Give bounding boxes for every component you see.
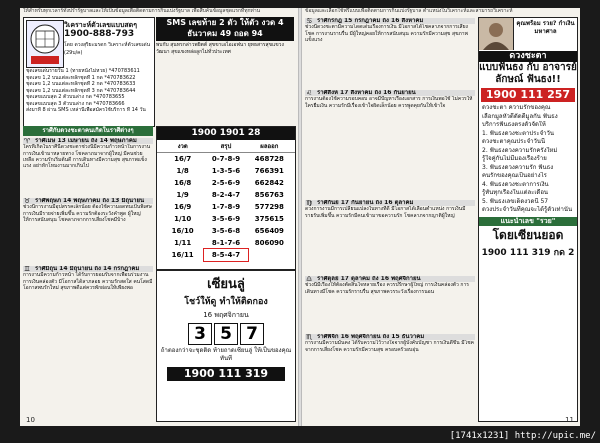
page-number: 10	[26, 416, 35, 424]
virgo-icon: ♍	[306, 200, 313, 207]
zodiac-heading: ♋ ราศีกรกฎ 15 กรกฎาคม ถึง 16 สิงหาคม	[305, 18, 475, 24]
logo-title: วิเคราะห์ตัวเลขแบบสดๆ	[64, 21, 137, 29]
ad-line: 5. ฟันธงเลขเด็ดงวดนี้ 57	[482, 197, 549, 205]
zodiac-body: การงานมีความก้าวหน้า ได้รับการยอมรับจากเพื่อนร่วมงาน การเงินคล่องตัว มีโอกาสได้ลาภลอย ความรักสดใส คนโสดมีโอกาสพบรักใหม่ สุขภาพดีแต่ควรพักผ่อนให้เพียงพอ	[23, 272, 153, 291]
zodiac-entry	[305, 90, 475, 196]
left-page	[20, 8, 298, 426]
zodiac-entry	[23, 266, 153, 402]
ad-line: บริการฟันธงตรงตัวจัดให้	[482, 121, 546, 128]
table-row-highlighted: 16/11 8-5-4-7	[157, 249, 295, 261]
results-table	[156, 126, 296, 270]
set-line: ส่งมาที่ 8 ผ่าน SMS เหล่านี้เพื่อสมัครใช้บริการ ที่ 14 วัน	[26, 107, 146, 113]
zodiac-heading: ♊ ราศีมิถุน 14 มิถุนายน ถึง 14 กรกฎาคม	[23, 266, 153, 272]
aries-icon: ♈	[24, 138, 31, 145]
zodiac-entry	[305, 334, 475, 410]
zodiac-entry	[305, 18, 475, 82]
cancer-icon: ♋	[306, 18, 313, 25]
libra-icon: ♎	[306, 276, 313, 283]
table-row: 16/7 0-7-8-9 468728	[174, 155, 284, 163]
ad-line: ดวงชะตาคุณประจำวันนี้	[482, 138, 546, 145]
set-line: ชุดเลขเด่นรายวัน 1 (ทายหนังไม่หวย) *470783611	[26, 68, 140, 74]
gemini-icon: ♊	[24, 266, 31, 273]
zodiac-heading: ♈ ราศีเมษ 13 เมษายน ถึง 14 พฤษภาคม	[23, 138, 153, 144]
ad-line: คนรักของคุณเป็นอย่างไร	[482, 172, 547, 179]
promo-digits	[157, 323, 295, 345]
zodiac-heading: ♌ ราศีสิงห์ 17 สิงหาคม ถึง 16 กันยายน	[305, 90, 475, 96]
zodiac-heading: ♎ ราศีตุลย์ 17 ตุลาคม ถึง 16 พฤศจิกายน	[305, 276, 475, 282]
astrologer-photo-icon	[479, 18, 514, 50]
table-row: 1/9 8-2-4-7 856763	[176, 191, 284, 199]
digit: 5	[214, 323, 238, 345]
zodiac-body: ใครที่เกิดในราศีนี้ดวงชะตาช่วงนี้มีความก้าวหน้าในการงาน การเงินเข้ามาหลายทาง โชคลาภมาจากผู้ใหญ่ มีคนช่วยเหลือ ความรักเริ่มต้นดี การเดินทางมีความสุข สุขภาพแข็งแรง อย่าหักโหมงานมากเกินไป	[23, 144, 151, 170]
logo-subtitle: โดย ดวงสุริยะมรดก วิเคราะห์ตัวเลขเด่น (29บ/ค)	[64, 42, 151, 56]
table-row: 16/8 2-5-6-9 662842	[174, 179, 284, 187]
leo-icon: ♌	[306, 90, 313, 97]
zodiac-heading: ♏ ราศีพิจิก 16 พฤศจิกายน ถึง 15 ธันวาคม	[305, 334, 475, 340]
table-row: 16/10 3-5-6-8 656409	[171, 227, 284, 235]
ad-line: ดวงประจำวันที่คุณจะได้รู้ตัวเท่านั้น	[482, 206, 573, 213]
zodiac-heading: ♉ ราศีพฤษภ 14 พฤษภาคม ถึง 13 มิถุนายน	[23, 198, 153, 204]
table-row: 1/10 3-5-6-9 375615	[174, 215, 284, 223]
promo-description: ถ้าตองกว่าจะชุดติด ท้ายถาดเซียนลู่ ให้เป็นของคุณทันที	[160, 347, 292, 362]
digit: 3	[188, 323, 212, 345]
ad-band: ดวงชะตา	[479, 51, 577, 62]
zodiac-entry	[23, 198, 153, 262]
results-table-columns	[157, 140, 295, 153]
zodiac-body: ดวงการงานมีการเปลี่ยนแปลงในทางที่ดี มีโอกาสได้เลื่อนตำแหน่ง การเงินมีรายรับเพิ่มขึ้น ความรักมีคนเข้ามาขอความรัก โชคลาภจากญาติผู้ใหญ่	[305, 206, 466, 219]
header-box	[23, 17, 155, 127]
astrology-logo-icon	[26, 20, 64, 68]
sms-banner: SMS เลขท้าย 2 ตัว ให้ตัว งวด 4 ธันวาคม 49 ถอด 94	[156, 17, 294, 41]
zodiac-body: ช่วงนี้ดวงชะตามีความโดดเด่นเรื่องการเงิน มีโอกาสได้โชคลาภจากการเสี่ยงโชค การงานราบรื่น มีผู้ใหญ่คอยให้การสนับสนุน ความรักมีความสุข สุขภาพแข็งแรง	[305, 24, 468, 43]
table-row: 1/8 1-3-5-6 766391	[176, 167, 284, 175]
promo-date: 16 พฤศจิกายน	[203, 311, 249, 319]
promo-title: เซียนลู่	[207, 277, 245, 292]
set-line: ชุดเลข 1,2 บนแต่ละหลักชุดที่ 2 กด *470783633	[26, 81, 136, 87]
number-set-list	[26, 68, 152, 114]
zodiac-body: การงานมีความมั่นคง ได้รับความไว้วางใจจากผู้บังคับบัญชา การเงินดีขึ้น มีโชคจากการเสี่ยงโชค ความรักมีความสุข ครอบครัวอบอุ่น	[305, 340, 474, 353]
column-header: สรุป	[220, 143, 232, 150]
zodiac-body: ช่วงนี้มีเรื่องให้ต้องตัดสินใจหลายเรื่อง ควรปรึกษาผู้ใหญ่ การเงินคล่องตัว การเดินทางมีโชค ความรักราบรื่น สุขภาพควรระวังเรื่องการนอน	[305, 282, 469, 295]
zodiac-section-bar: ราศีกับดวงชะตาคนเกิดในราศีต่างๆ	[23, 126, 153, 136]
ad-phone: 1900 111 257	[481, 88, 575, 102]
ad-top	[479, 18, 577, 50]
results-table-header: 1900 1901 28	[157, 127, 295, 140]
zodiac-entry	[23, 138, 153, 194]
column-header: ผลออก	[260, 143, 279, 150]
right-top-line: ข้อมูลและเลือกใช้ฟรีแบบเพื่อติดตามการกินแบ่งรัฐบาล ตำแหน่งในวิเคราะห์และสามารถวิเคราะห์	[305, 8, 513, 14]
ad-line: 2. ฟันธงดวงความรักครั้งใหม่	[482, 146, 558, 154]
left-top-line: ให้สำหรับทุกเวลาร์ทั้งปร่ำรัฐบาลและให้เป็นข้อมูลเพื่อติดตามการกินแบ่งรัฐบาล เพื่อสืบค้นข้อมูลชุดแรกที่ทุกท่าน	[23, 8, 261, 14]
ad-text	[479, 104, 577, 215]
table-row: 16/9 1-7-8-9 577298	[174, 203, 284, 211]
ad-line: 4. ฟันธงดวงชะตาการเงิน	[482, 180, 549, 188]
ad-line: 3. ฟันธงดวงความรัก ฟันธง	[482, 163, 554, 171]
zodiac-entry	[305, 276, 475, 330]
scorpio-icon: ♏	[306, 334, 313, 341]
logo-phone: 1900-888-793	[64, 29, 135, 39]
ad-phone-secondary: 1900 111 319 กด 2	[481, 247, 575, 258]
horoscope-ad	[478, 17, 578, 422]
ad-line: เลือกมูลหัวดีดัดดีมูลกัน ฟันธง	[482, 112, 558, 120]
ad-headline: คุณพร้อม รวย? กำเงินมหาศาล	[516, 20, 575, 35]
zodiac-entry	[305, 200, 475, 272]
zodiac-body: ช่วงนี้การงานมีอุปสรรคเล็กน้อย ต้องใช้ความอดทนเป็นพิเศษ การเงินมีรายจ่ายเพิ่มขึ้น ความรักต้องระวังคำพูด ผู้ใหญ่ให้การสนับสนุน โชคลาภจากการเสี่ยงโชคมีบ้าง	[23, 204, 152, 223]
ad-line: รู้ทันทุกเรื่องในแต่ละเดือน	[482, 189, 549, 196]
ad-band-secondary: แนะนำเลข "รวย"	[479, 217, 577, 226]
magazine-spread	[20, 8, 580, 426]
set-line: ชุดเลขแบบสุด 3 ตัวบนล่าง กด *470783666	[26, 100, 125, 107]
promo-box	[156, 270, 296, 422]
set-line: ชุดเลข 1,2 บนแต่ละหลักชุดที่ 3 กด *470783644	[26, 87, 136, 94]
set-line: ชุดเลข 1,2 บนแต่ละหลักชุดที่ 1 กด *470783622	[26, 74, 136, 81]
ad-big-secondary: โดยเซียนยอด	[492, 227, 564, 242]
digit: 7	[240, 323, 264, 345]
promo-phone: 1900 111 319	[167, 367, 285, 381]
right-page	[302, 8, 580, 426]
ad-line: 1. ฟันธงดวงชะตาประจำวัน	[482, 129, 554, 137]
watermark: [1741x1231] http://upic.me/	[449, 431, 596, 441]
sms-text: พบกับ สุนทรกล่าวพยิตต์ สุขขาเอไอเอฟนา ยุทธสารสุขแขวงวัฒนา สุขแขงหล่อลูกไม่ทั่วประเทศ	[156, 42, 284, 55]
ad-big-title: แบบฟันธง กับ อาจารย์ลักษณ์ ฟันธง!!	[479, 62, 577, 85]
ad-line: ดวงชะตา ความรักของคุณ	[482, 104, 551, 111]
page-number: 11	[565, 416, 574, 424]
ad-line: รู้ใจคู่กันไม่มีมองเรื่องร้าย	[482, 155, 547, 162]
column-header: งวด	[177, 143, 188, 150]
zodiac-heading: ♍ ราศีกันย์ 17 กันยายน ถึง 16 ตุลาคม	[305, 200, 475, 206]
promo-subtitle: โชว์ให้ดู ทำให้ติดกอง	[184, 297, 268, 307]
table-row: 1/11 8-1-7-6 806090	[174, 239, 284, 247]
set-line: ชุดเลขแบบสุด 2 ตัวบนล่าง กด *470783655	[26, 94, 125, 100]
zodiac-body: การงานต้องใช้ความรอบคอบ อาจมีปัญหาเรื่องเอกสาร การเงินพอใช้ ไม่ควรให้ใครยืมเงิน ความรักมีเรื่องเข้าใจผิดเล็กน้อย ควรพูดคุยกันให้เข้าใจ	[305, 96, 473, 109]
taurus-icon: ♉	[24, 198, 31, 205]
